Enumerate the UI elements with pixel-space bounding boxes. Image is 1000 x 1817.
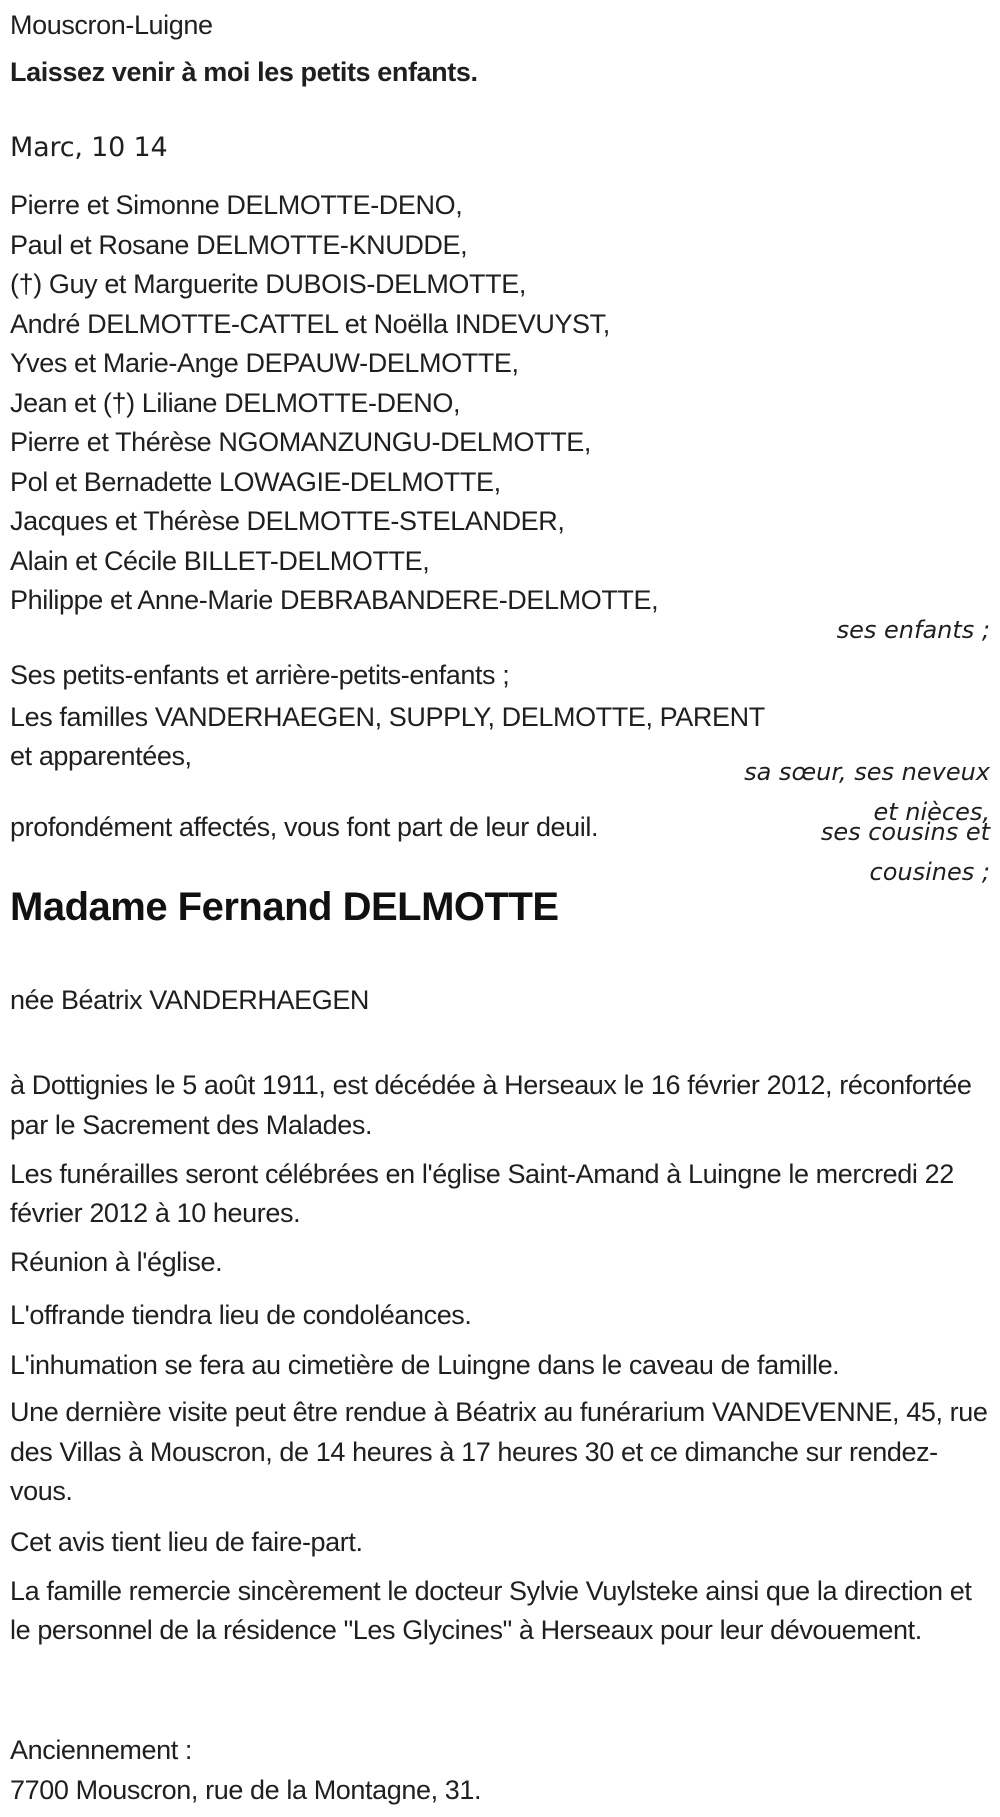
- mourner-line: Paul et Rosane DELMOTTE-KNUDDE,: [10, 229, 468, 260]
- scripture-reference: Marc, 10 14: [10, 132, 168, 163]
- mourner-line: (†) Guy et Marguerite DUBOIS-DELMOTTE,: [10, 269, 526, 299]
- mourner-line: Pierre et Simonne DELMOTTE-DENO,: [10, 190, 463, 220]
- paragraph-offering: L'offrande tiendra lieu de condoléances.: [10, 1300, 472, 1330]
- scripture-quote: Laissez venir à moi les petits enfants.: [10, 57, 478, 87]
- mourner-line: Philippe et Anne-Marie DEBRABANDERE-DELMOTTE,: [10, 585, 659, 615]
- relation-label-line: sa sœur, ses neveux: [744, 758, 990, 786]
- mourner-line: Alain et Cécile BILLET-DELMOTTE,: [10, 545, 430, 576]
- relation-label-line: cousines ;: [869, 858, 990, 886]
- paragraph-meeting: Réunion à l'église.: [10, 1247, 223, 1277]
- mourners-children-list: [10, 186, 658, 621]
- paragraph-funeral: Les funérailles seront célébrées en l'église Saint-Amand à Luingne le mercredi 22 février 2012 à 10 heures.: [10, 1159, 954, 1228]
- paragraph-notice-statement: Cet avis tient lieu de faire-part.: [10, 1527, 363, 1557]
- formerly-block: [10, 1730, 992, 1810]
- families-line: Les familles VANDERHAEGEN, SUPPLY, DELMOTTE, PARENT: [10, 702, 765, 732]
- deceased-maiden-name: née Béatrix VANDERHAEGEN: [10, 985, 370, 1015]
- relation-label-line: et nièces,: [873, 798, 990, 826]
- mourner-line: Jacques et Thérèse DELMOTTE-STELANDER,: [10, 506, 565, 536]
- relation-label-children: ses enfants ;: [836, 616, 990, 644]
- paragraph-life-dates: à Dottignies le 5 août 1911, est décédée à Herseaux le 16 février 2012, réconfortée par le Sacrement des Malades.: [10, 1070, 972, 1140]
- formerly-label: Anciennement :: [10, 1735, 193, 1765]
- mourner-line: Jean et (†) Liliane DELMOTTE-DENO,: [10, 387, 461, 418]
- mourner-line: Yves et Marie-Ange DEPAUW-DELMOTTE,: [10, 348, 519, 378]
- paragraph-burial: L'inhumation se fera au cimetière de Luingne dans le caveau de famille.: [10, 1350, 840, 1380]
- region-line: Mouscron-Luigne: [10, 10, 213, 40]
- relation-label-line: ses cousins et: [820, 818, 990, 846]
- mourner-line: André DELMOTTE-CATTEL et Noëlla INDEVUYST,: [10, 308, 610, 339]
- grandchildren-line: Ses petits-enfants et arrière-petits-enfants ;: [10, 660, 510, 690]
- former-address: 7700 Mouscron, rue de la Montagne, 31.: [10, 1775, 482, 1805]
- mourner-line: Pol et Bernadette LOWAGIE-DELMOTTE,: [10, 466, 501, 497]
- deceased-name: Madame Fernand DELMOTTE: [10, 885, 559, 929]
- relation-label-cousins: [821, 812, 990, 892]
- families-line: et apparentées,: [10, 741, 192, 771]
- families-paragraph: [10, 698, 765, 776]
- grief-statement: profondément affectés, vous font part de leur deuil.: [10, 812, 599, 842]
- mourner-line: Pierre et Thérèse NGOMANZUNGU-DELMOTTE,: [10, 427, 591, 457]
- paragraph-thanks: La famille remercie sincèrement le docteur Sylvie Vuylsteke ainsi que la direction et le personnel de la résidence "Les Glycines" à Herseaux pour leur dévouement.: [10, 1576, 972, 1645]
- paragraph-visitation: Une dernière visite peut être rendue à Béatrix au funérarium VANDEVENNE, 45, rue des Villas à Mouscron, de 14 heures à 17 heures 30 et ce dimanche sur rendez-vous.: [10, 1397, 988, 1506]
